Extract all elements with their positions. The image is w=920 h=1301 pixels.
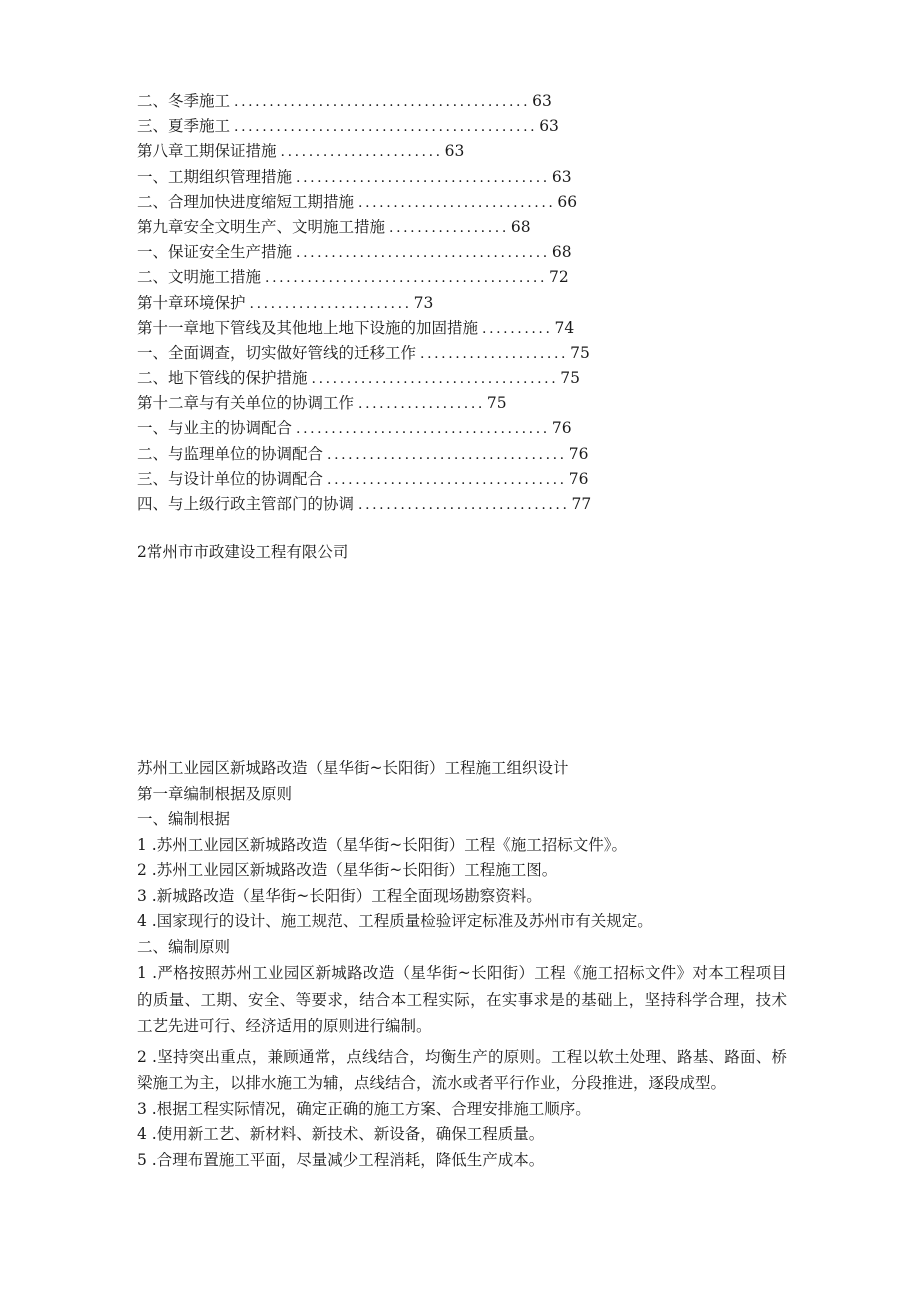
toc-entry[interactable] xyxy=(137,114,837,139)
toc-leader: ....................... xyxy=(249,295,412,312)
toc-entry-page: 76 xyxy=(568,469,589,488)
toc-entry-title: 第八章工期保证措施 xyxy=(137,142,277,161)
toc-entry-title: 第九章安全文明生产、文明施工措施 xyxy=(137,217,386,236)
toc-entry-page: 68 xyxy=(510,217,531,236)
toc-entry-page: 66 xyxy=(557,192,578,211)
toc-leader: .................................... xyxy=(296,245,550,262)
toc-entry-title: 第十二章与有关单位的协调工作 xyxy=(137,394,355,413)
list-item: 3 .新城路改造（星华街~长阳街）工程全面现场勘察资料。 xyxy=(137,886,542,905)
toc-entry-page: 63 xyxy=(532,92,552,110)
toc-entry-title: 第十章环境保护 xyxy=(137,293,246,312)
toc-entry-page: 75 xyxy=(486,394,507,413)
toc-entry-title: 第十一章地下管线及其他地上地下设施的加固措施 xyxy=(137,318,479,337)
toc-leader: .................................... xyxy=(296,169,550,186)
list-item: 1 .苏州工业园区新城路改造（星华街~长阳街）工程《施工招标文件》。 xyxy=(137,835,627,854)
toc-entry-title: 二、文明施工措施 xyxy=(137,268,262,287)
toc-leader: ............................ xyxy=(358,194,556,211)
chapter-heading: 第一章编制根据及原则 xyxy=(137,784,293,803)
toc-entry[interactable] xyxy=(137,139,837,164)
list-item: 5 .合理布置施工平面，尽量减少工程消耗，降低生产成本。 xyxy=(137,1150,545,1169)
toc-entry[interactable] xyxy=(137,341,837,366)
toc-entry-page: 74 xyxy=(554,318,575,337)
toc-leader: ..................... xyxy=(420,345,569,362)
toc-leader: .......................................... xyxy=(234,94,531,110)
toc-entry-page: 72 xyxy=(549,268,569,287)
list-item: 2 .苏州工业园区新城路改造（星华街~长阳街）工程施工图。 xyxy=(137,861,558,879)
document-title: 苏州工业园区新城路改造（星华街~长阳街）工程施工组织设计 xyxy=(137,759,569,777)
toc-entry[interactable] xyxy=(137,416,837,441)
toc-leader: ........................................... xyxy=(234,119,538,136)
toc-entry-title: 二、合理加快进度缩短工期措施 xyxy=(137,192,355,211)
list-item: 4 .国家现行的设计、施工规范、工程质量检验评定标准及苏州市有关规定。 xyxy=(137,912,653,930)
toc-entry-page: 76 xyxy=(551,419,572,438)
document-body xyxy=(137,756,787,1173)
toc-entry[interactable] xyxy=(137,316,837,341)
toc-leader: .................. xyxy=(358,396,485,413)
list-item: 1 .严格按照苏州工业园区新城路改造（星华街~长阳街）工程《施工招标文件》对本工程项目的质量、工期、安全、等要求，结合本工程实际，在实事求是的基础上，坚持科学合理，技术工艺先进可行、经济适用的原则进行编制。 xyxy=(137,964,787,1035)
toc-entry-page: 63 xyxy=(551,167,572,186)
toc-entry-title: 一、全面调查，切实做好管线的迁移工作 xyxy=(137,343,417,362)
toc-entry[interactable] xyxy=(137,215,837,240)
toc-entry[interactable] xyxy=(137,89,837,114)
toc-entry[interactable] xyxy=(137,265,837,290)
list-item: 4 .使用新工艺、新材料、新技术、新设备，确保工程质量。 xyxy=(137,1125,545,1143)
toc-entry-page: 63 xyxy=(539,117,559,136)
toc-entry[interactable] xyxy=(137,467,837,492)
toc-entry-page: 77 xyxy=(571,495,592,513)
toc-leader: ................. xyxy=(389,219,509,236)
toc-leader: ....................... xyxy=(280,144,443,161)
table-of-contents xyxy=(137,89,837,517)
toc-entry-title: 二、地下管线的保护措施 xyxy=(137,369,308,388)
toc-entry[interactable] xyxy=(137,240,837,265)
toc-leader: ........................................ xyxy=(265,270,548,287)
toc-entry[interactable] xyxy=(137,391,837,416)
toc-entry[interactable] xyxy=(137,366,837,391)
toc-entry-page: 63 xyxy=(444,142,465,161)
page-footer: 2常州市市政建设工程有限公司 xyxy=(137,543,349,561)
toc-leader: .................................... xyxy=(296,421,550,438)
toc-entry-title: 三、夏季施工 xyxy=(137,117,231,136)
toc-entry-page: 73 xyxy=(413,293,434,312)
toc-entry-page: 75 xyxy=(560,369,581,388)
toc-entry[interactable] xyxy=(137,291,837,316)
toc-entry[interactable] xyxy=(137,190,837,215)
list-item: 3 .根据工程实际情况，确定正确的施工方案、合理安排施工顺序。 xyxy=(137,1099,591,1118)
toc-entry-title: 一、保证安全生产措施 xyxy=(137,243,293,262)
toc-entry[interactable] xyxy=(137,442,837,467)
toc-entry-title: 四、与上级行政主管部门的协调 xyxy=(137,495,355,513)
section-heading: 二、编制原则 xyxy=(137,937,231,956)
toc-entry-page: 75 xyxy=(570,343,590,362)
toc-entry-page: 68 xyxy=(551,243,572,262)
toc-leader: .................................. xyxy=(327,446,567,463)
toc-entry-title: 二、冬季施工 xyxy=(137,92,231,110)
section-heading: 一、编制根据 xyxy=(137,810,231,828)
list-item: 2 .坚持突出重点，兼顾通常，点线结合，均衡生产的原则。工程以软土处理、路基、路面、桥梁施工为主，以排水施工为辅，点线结合，流水或者平行作业，分段推进，逐段成型。 xyxy=(137,1047,787,1092)
toc-entry-title: 一、工期组织管理措施 xyxy=(137,167,293,186)
toc-entry-title: 三、与设计单位的协调配合 xyxy=(137,469,324,488)
toc-leader: .............................. xyxy=(358,497,570,513)
toc-leader: ................................... xyxy=(311,371,559,388)
toc-leader: .......... xyxy=(482,320,553,337)
toc-leader: .................................. xyxy=(327,471,567,488)
toc-entry[interactable] xyxy=(137,492,837,517)
toc-entry-title: 一、与业主的协调配合 xyxy=(137,419,293,438)
toc-entry-page: 76 xyxy=(568,444,589,463)
toc-entry[interactable] xyxy=(137,165,837,190)
toc-entry-title: 二、与监理单位的协调配合 xyxy=(137,444,324,463)
